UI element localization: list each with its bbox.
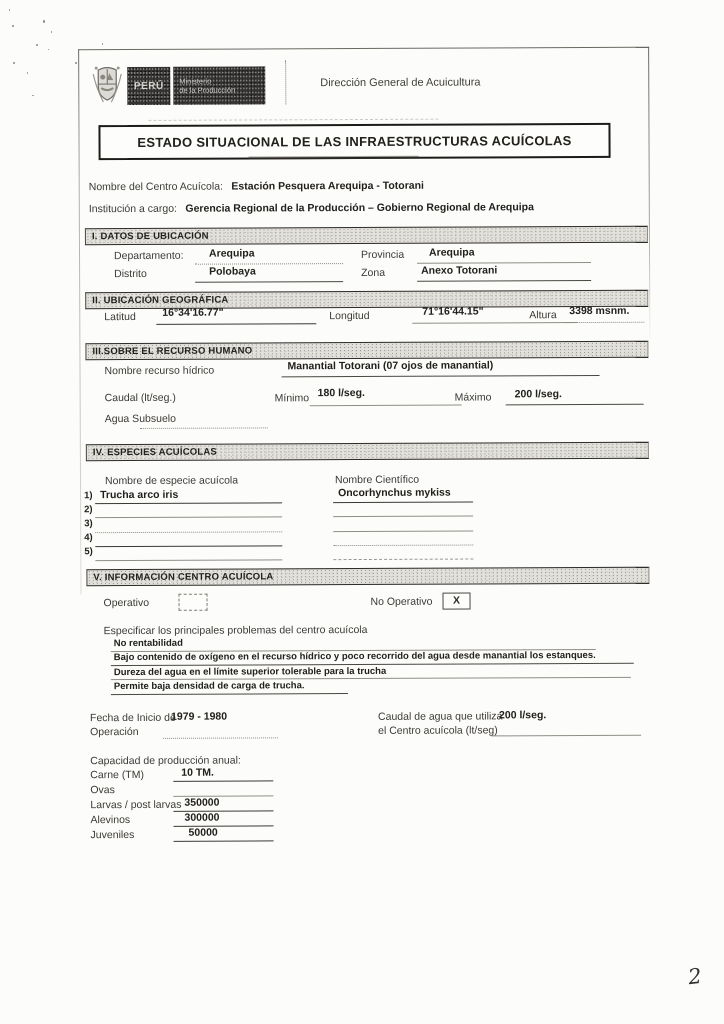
longitud-value: 71°16'44.15" (422, 305, 484, 318)
species-name-underline (95, 502, 282, 504)
problem-line-3: Dureza del agua en el límite superior tolerable para la trucha (113, 665, 387, 679)
capacidad-row-underline (173, 780, 273, 781)
institucion-row (89, 197, 534, 217)
zona-underline (417, 280, 591, 282)
capacidad-row-label: Juveniles (90, 828, 135, 842)
problem-line-4: Permite baja densidad de carga de trucha. (113, 680, 305, 693)
ministry-logo-block (173, 66, 265, 104)
fecha-inicio-value: 1979 - 1980 (171, 710, 228, 723)
capacidad-row-label: Larvas / post larvas (90, 798, 182, 812)
altura-label: Altura (529, 309, 557, 322)
header-office-label: Dirección General de Acuicultura (320, 76, 481, 90)
provincia-underline (417, 262, 591, 264)
no-operativo-label: No Operativo (370, 595, 433, 608)
departamento-underline (195, 263, 343, 265)
fecha-inicio-label-line1: Fecha de Inicio de (90, 711, 176, 725)
scan-frame-right-line (648, 47, 650, 347)
distrito-label: Distrito (114, 267, 147, 281)
longitud-underline (412, 322, 577, 324)
capacidad-row-underline (174, 840, 274, 841)
altura-value: 3398 msnm. (569, 304, 630, 318)
caudal-uso-underline (491, 735, 641, 737)
section-3-header (85, 341, 648, 360)
capacidad-row-label: Alevinos (90, 814, 131, 827)
zona-label: Zona (361, 266, 386, 279)
minimo-value: 180 l/seg. (317, 386, 365, 400)
species-scientific-name: Oncorhynchus mykiss (338, 486, 451, 500)
operativo-checkbox (178, 594, 207, 611)
species-scientific-underline (333, 516, 473, 518)
section-1-heading: I. DATOS DE UBICACIÓN (91, 230, 209, 243)
species-row-number: 3) (84, 518, 93, 530)
minimo-label: Mínimo (274, 392, 310, 405)
departamento-value: Arequipa (208, 247, 255, 260)
problem-line-1: No rentabilidad (113, 637, 183, 650)
problems-label: Especificar los principales problemas del centro acuícola (103, 623, 368, 638)
species-name-underline (95, 531, 282, 533)
section-5-header (86, 567, 649, 586)
capacidad-row-value: 10 TM. (181, 766, 214, 779)
zona-value: Anexo Totorani (421, 264, 498, 277)
fecha-inicio-underline (163, 737, 278, 739)
scan-frame-left-line (78, 49, 81, 594)
species-scientific-underline (333, 502, 473, 504)
operativo-label: Operativo (103, 596, 150, 610)
longitud-label: Longitud (329, 309, 370, 323)
maximo-label: Máximo (454, 391, 492, 404)
institucion-value: Gerencia Regional de la Producción – Gobierno Regional de Arequipa (185, 201, 534, 215)
minimo-underline (310, 405, 462, 407)
species-name-underline (95, 516, 282, 518)
species-row-number: 2) (84, 504, 93, 516)
capacidad-row-label: Ovas (90, 784, 115, 797)
fecha-inicio-label-line2: Operación (90, 725, 139, 739)
peru-logo-text: PERÚ (133, 80, 164, 92)
caudal-uso-label-line2: el Centro acuícola (lt/seg) (378, 724, 498, 737)
handwritten-page-number: 2 (686, 963, 703, 990)
caudal-label: Caudal (lt/seg.) (104, 391, 176, 405)
no-operativo-checkbox: X (442, 593, 470, 610)
altura-underline (562, 322, 644, 323)
capacidad-label: Capacidad de producción anual: (90, 754, 241, 768)
provincia-value: Arequipa (428, 246, 475, 259)
species-row-number: 5) (84, 546, 93, 558)
section-1-header (85, 226, 648, 245)
species-scientific-underline (333, 545, 473, 547)
ministry-logo-line2: de la Producción (179, 85, 236, 95)
species-row-number: 4) (84, 532, 93, 544)
peru-coat-of-arms (90, 64, 124, 106)
title-ghost-line (148, 119, 438, 121)
agua-subsuelo-label: Agua Subsuelo (104, 412, 176, 426)
capacidad-row-label: Carne (TM) (90, 768, 144, 782)
section-4-heading: IV. ESPECIES ACUÍCOLAS (92, 446, 217, 459)
section-2-heading: II. UBICACIÓN GEOGRÁFICA (92, 294, 229, 307)
centro-acuicola-label: Nombre del Centro Acuícola: (88, 180, 223, 194)
header-divider (285, 60, 286, 104)
capacidad-row-value: 350000 (184, 796, 220, 809)
section-4-header (86, 442, 649, 461)
problem-underline-4 (111, 693, 348, 695)
scan-frame-top-line (78, 47, 649, 51)
agua-subsuelo-underline (140, 427, 268, 429)
recurso-hidrico-value: Manantial Totorani (07 ojos de manantial) (287, 359, 494, 373)
form-title: ESTADO SITUACIONAL DE LAS INFRAESTRUCTURAS ACUÍCOLAS (98, 123, 610, 160)
latitud-value: 16°34'16.77" (162, 306, 224, 319)
maximo-value: 200 l/seg. (514, 388, 562, 401)
species-scientific-underline (333, 531, 473, 533)
species-name-underline (95, 545, 282, 547)
centro-acuicola-value: Estación Pesquera Arequipa - Totorani (231, 179, 424, 193)
caudal-uso-value: 200 l/seg. (499, 709, 547, 722)
institucion-label: Institución a cargo: (88, 202, 177, 216)
caudal-uso-label-line1: Caudal de agua que utiliza (378, 710, 503, 723)
capacidad-row-value: 300000 (184, 811, 220, 824)
latitud-underline (156, 323, 316, 325)
capacidad-row-value: 50000 (188, 826, 218, 839)
especie-column-header: Nombre de especie acuícola (104, 474, 239, 488)
problem-line-2: Bajo contenido de oxígeno en el recurso hídrico y poco recorrido del agua desde manantial los estanques. (113, 649, 596, 664)
section-3-heading: III.SOBRE EL RECURSO HUMANO (92, 345, 253, 358)
distrito-value: Polobaya (209, 265, 256, 278)
departamento-label: Departamento: (113, 249, 184, 263)
cientifico-column-header: Nombre Científico (334, 473, 420, 487)
peru-logo-block (127, 67, 170, 105)
distrito-underline (195, 281, 343, 283)
provincia-label: Provincia (360, 248, 405, 261)
species-row-number: 1) (84, 490, 93, 502)
species-name-underline (95, 559, 282, 561)
section-5-heading: V. INFORMACIÓN CENTRO ACUÍCOLA (93, 571, 274, 584)
recurso-hidrico-underline (282, 375, 600, 377)
species-name: Trucha arco iris (100, 488, 179, 502)
ministry-logo-line1: Ministerio (179, 76, 212, 86)
species-scientific-underline (333, 559, 473, 561)
centro-acuicola-row (89, 176, 424, 195)
latitud-label: Latitud (104, 310, 136, 324)
recurso-hidrico-label: Nombre recurso hídrico (104, 364, 215, 378)
maximo-underline (506, 404, 644, 406)
